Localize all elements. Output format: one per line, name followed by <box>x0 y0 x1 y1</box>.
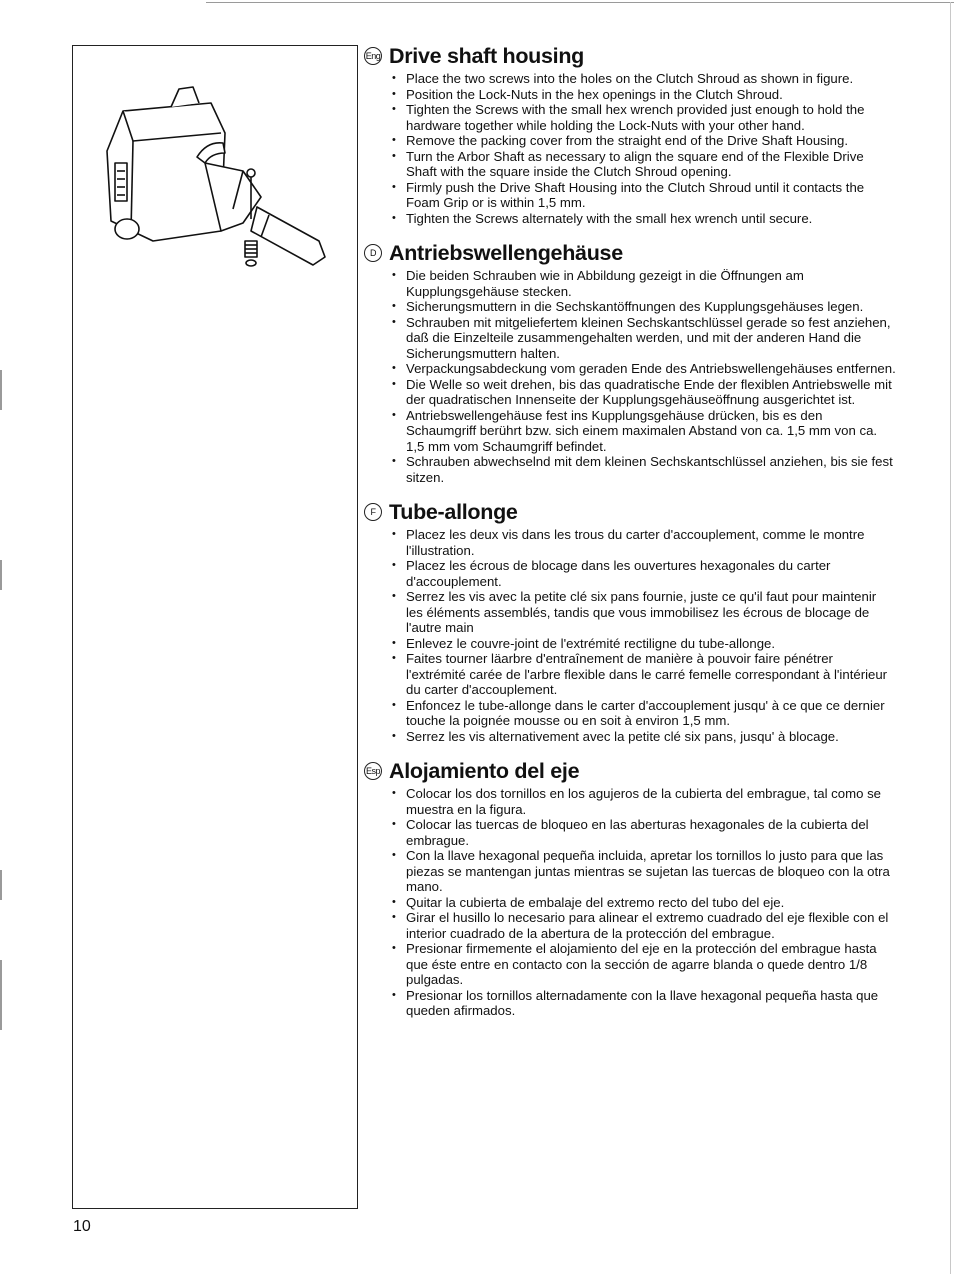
language-badge-icon: D <box>364 244 382 262</box>
instruction-list <box>364 268 896 485</box>
list-item: • Turn the Arbor Shaft as necessary to align the square end of the Flexible Drive Shaft with the square inside the Clutch Shroud opening. <box>364 149 896 180</box>
list-item: • Place the two screws into the holes on the Clutch Shroud as shown in figure. <box>364 71 896 87</box>
list-item: • Presionar firmemente el alojamiento del eje en la protección del embrague hasta que éste entre en contacto con la sección de agarre blanda o quede dentro 1/8 pulgadas. <box>364 941 896 988</box>
list-item: • Tighten the Screws with the small hex wrench provided just enough to hold the hardware together while holding the Lock-Nuts with your other hand. <box>364 102 896 133</box>
language-badge-icon: Esp <box>364 762 382 780</box>
language-badge-icon: F <box>364 503 382 521</box>
list-item: • Firmly push the Drive Shaft Housing into the Clutch Shroud until it contacts the Foam Grip or is within 1,5 mm. <box>364 180 896 211</box>
instruction-content <box>364 42 896 1019</box>
list-item: • Remove the packing cover from the straight end of the Drive Shaft Housing. <box>364 133 896 149</box>
section-spanish <box>364 757 896 1019</box>
list-item: • Position the Lock-Nuts in the hex openings in the Clutch Shroud. <box>364 87 896 103</box>
language-badge-icon: Eng <box>364 47 382 65</box>
list-item: • Girar el husillo lo necesario para alinear el extremo cuadrado del eje flexible con el interior cuadrado de la abertura de la protección del embrague. <box>364 910 896 941</box>
clutch-shroud-illustration <box>93 81 333 281</box>
list-item: • Con la llave hexagonal pequeña incluida, apretar los tornillos lo justo para que las piezas se mantengan juntas mientras se sujetan las tuercas de bloqueo con la otra mano. <box>364 848 896 895</box>
list-item: • Antriebswellengehäuse fest ins Kupplungsgehäuse drücken, bis es den Schaumgriff berührt bzw. sich einem maximalen Abstand von ca. 1,5 mm von ca. 1,5 mm vom Schaumgriff befindet. <box>364 408 896 455</box>
top-rule <box>206 2 954 3</box>
list-item: • Enfoncez le tube-allonge dans le carter d'accouplement jusqu' à ce que ce dernier touche la poignée mousse ou en soit à environ 1,5 mm. <box>364 698 896 729</box>
list-item: • Sicherungsmuttern in die Sechskantöffnungen des Kupplungsgehäuses legen. <box>364 299 896 315</box>
list-item: • Quitar la cubierta de embalaje del extremo recto del tubo del eje. <box>364 895 896 911</box>
instruction-list <box>364 527 896 744</box>
instruction-list <box>364 71 896 226</box>
list-item: • Serrez les vis alternativement avec la petite clé six pans, jusqu' à blocage. <box>364 729 896 745</box>
list-item: • Presionar los tornillos alternadamente con la llave hexagonal pequeña hasta que queden afirmados. <box>364 988 896 1019</box>
right-edge-rule <box>950 2 951 1274</box>
page-number: 10 <box>73 1218 91 1235</box>
list-item: • Placez les deux vis dans les trous du carter d'accouplement, comme le montre l'illustration. <box>364 527 896 558</box>
section-title: Drive shaft housing <box>389 43 584 68</box>
section-heading <box>364 239 896 267</box>
list-item: • Faites tourner läarbre d'entraînement de manière à pouvoir faire pénétrer l'extrémité carée de l'arbre flexible dans le carré femelle correspondant à l'intérieur du carter d'accouplement. <box>364 651 896 698</box>
section-title: Tube-allonge <box>389 499 518 524</box>
left-edge-marks <box>0 0 3 1274</box>
section-german <box>364 239 896 485</box>
section-heading <box>364 42 896 70</box>
list-item: • Enlevez le couvre-joint de l'extrémité rectiligne du tube-allonge. <box>364 636 896 652</box>
section-title: Alojamiento del eje <box>389 758 580 783</box>
instruction-list <box>364 786 896 1019</box>
section-title: Antriebswellengehäuse <box>389 240 623 265</box>
section-heading <box>364 498 896 526</box>
list-item: • Tighten the Screws alternately with the small hex wrench until secure. <box>364 211 896 227</box>
list-item: • Colocar los dos tornillos en los agujeros de la cubierta del embrague, tal como se muestra en la figura. <box>364 786 896 817</box>
section-french <box>364 498 896 744</box>
list-item: • Colocar las tuercas de bloqueo en las aberturas hexagonales de la cubierta del embrague. <box>364 817 896 848</box>
list-item: • Verpackungsabdeckung vom geraden Ende des Antriebswellengehäuses entfernen. <box>364 361 896 377</box>
list-item: • Schrauben mit mitgeliefertem kleinen Sechskantschlüssel gerade so fest anziehen, daß die Einzelteile zusammengehalten werden, und mit der anderen Hand die Sicherungsmuttern halten. <box>364 315 896 362</box>
list-item: • Die Welle so weit drehen, bis das quadratische Ende der flexiblen Antriebswelle mit der quadratischen Innenseite der Kupplungsgehäuseöffnung ausgerichtet ist. <box>364 377 896 408</box>
section-heading <box>364 757 896 785</box>
list-item: • Schrauben abwechselnd mit dem kleinen Sechskantschlüssel anziehen, bis sie fest sitzen. <box>364 454 896 485</box>
list-item: • Die beiden Schrauben wie in Abbildung gezeigt in die Öffnungen am Kupplungsgehäuse stecken. <box>364 268 896 299</box>
list-item: • Placez les écrous de blocage dans les ouvertures hexagonales du carter d'accouplement. <box>364 558 896 589</box>
illustration-panel <box>72 45 358 1209</box>
section-english <box>364 42 896 226</box>
list-item: • Serrez les vis avec la petite clé six pans fournie, juste ce qu'il faut pour maintenir les éléments assemblés, tandis que vous immobilisez les écrous de blocage de l'autre main <box>364 589 896 636</box>
